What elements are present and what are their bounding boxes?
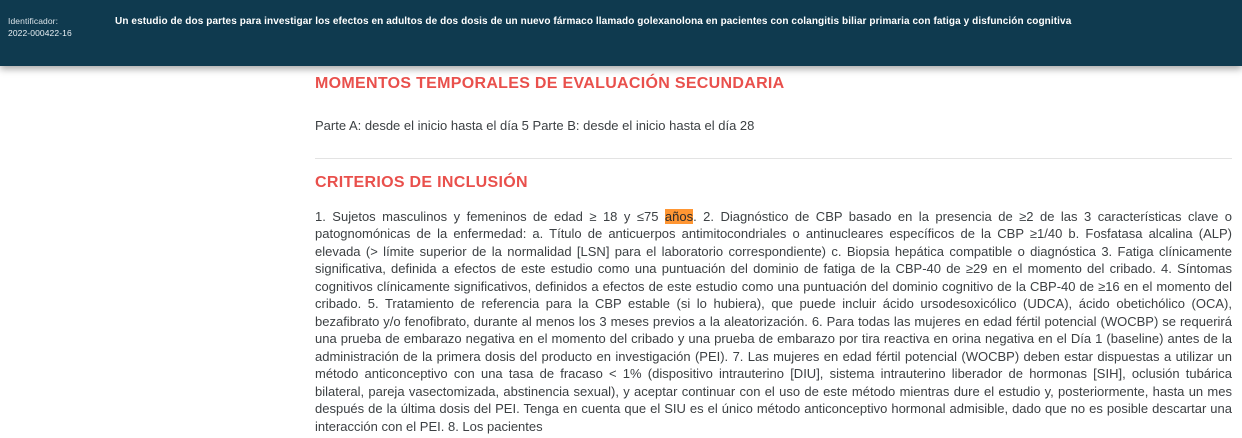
criteria-text-after: . 2. Diagnóstico de CBP basado en la presencia de ≥2 de las 3 características clave o patognomónicas de la enfermedad: a. Título de anticuerpos antimitocondriales o antinucleares específicos de la CBP ≥1/40 b. Fosfatasa alcalina (ALP) elevada (> límite superior de la normalidad [LSN] para el laboratorio correspondiente) c. Biopsia hepática compatible o diagnóstica 3. Fatiga clínicamente significativa, definida a efectos de este estudio como una puntuación del dominio de fatiga de la CBP-40 de ≥29 en el momento del cribado. 4. Síntomas cognitivos clínicamente significativos, definidos a efectos de este estudio como una puntuación del dominio cognitivo de la CBP-40 de ≥16 en el momento del cribado. 5. Tratamiento de referencia para la CBP estable (si lo hubiera), que puede incluir ácido ursodesoxicólico (UDCA), ácido obetichólico (OCA), bezafibrato y/o fenofibrato, durante al menos los 3 meses previos a la aleatorización. 6. Para todas las mujeres en edad fértil potencial (WOCBP) se requerirá una prueba de embarazo negativa en el momento del cribado y una prueba de embarazo por tira reactiva en orina negativa en el Día 1 (baseline) antes de la administración de la primera dosis del producto en investigación (PEI). 7. Las mujeres en edad fértil potencial (WOCBP) deben estar dispuestas a utilizar un método anticonceptivo con una tasa de fracaso < 1% (dispositivo intrauterino [DIU], sistema intrauterino liberador de hormonas [SIH], oclusión tubárica bilateral, pareja vasectomizada, abstinencia sexual), y aceptar continuar con el uso de este método mientras dure el estudio y, posteriormente, hasta un mes después de la última dosis del PEI. Tenga en cuenta que el SIU es el único método anticonceptivo hormonal admisible, dado que no es posible descartar una interacción con el PEI. 8. Los pacientes bbox=[315, 208, 1232, 434]
content-area bbox=[315, 66, 1232, 435]
search-highlight: años bbox=[664, 208, 694, 224]
criteria-text-before: 1. Sujetos masculinos y femeninos de edad ≥ 18 y ≤75 bbox=[315, 208, 665, 224]
section-secondary-endpoints bbox=[315, 75, 1232, 135]
section-inclusion-criteria bbox=[315, 174, 1232, 436]
identifier-label: Identificador: bbox=[8, 16, 59, 26]
secondary-endpoints-body: Parte A: desde el inicio hasta el día 5 Parte B: desde el inicio hasta el día 28 bbox=[315, 118, 755, 133]
identifier-value: 2022-000422-16 bbox=[8, 28, 72, 38]
inclusion-criteria-body bbox=[315, 208, 1232, 436]
header-bar bbox=[0, 0, 1242, 66]
inclusion-criteria-heading: CRITERIOS DE INCLUSIÓN bbox=[315, 173, 528, 191]
study-identifier bbox=[8, 15, 72, 39]
section-divider bbox=[315, 158, 1232, 159]
secondary-endpoints-heading: MOMENTOS TEMPORALES DE EVALUACIÓN SECUNDARIA bbox=[315, 75, 785, 92]
study-title: Un estudio de dos partes para investigar los efectos en adultos de dos dosis de un nuevo fármaco llamado golexanolona en pacientes con colangitis biliar primaria con fatiga y disfunción cognitiva bbox=[115, 16, 1072, 27]
